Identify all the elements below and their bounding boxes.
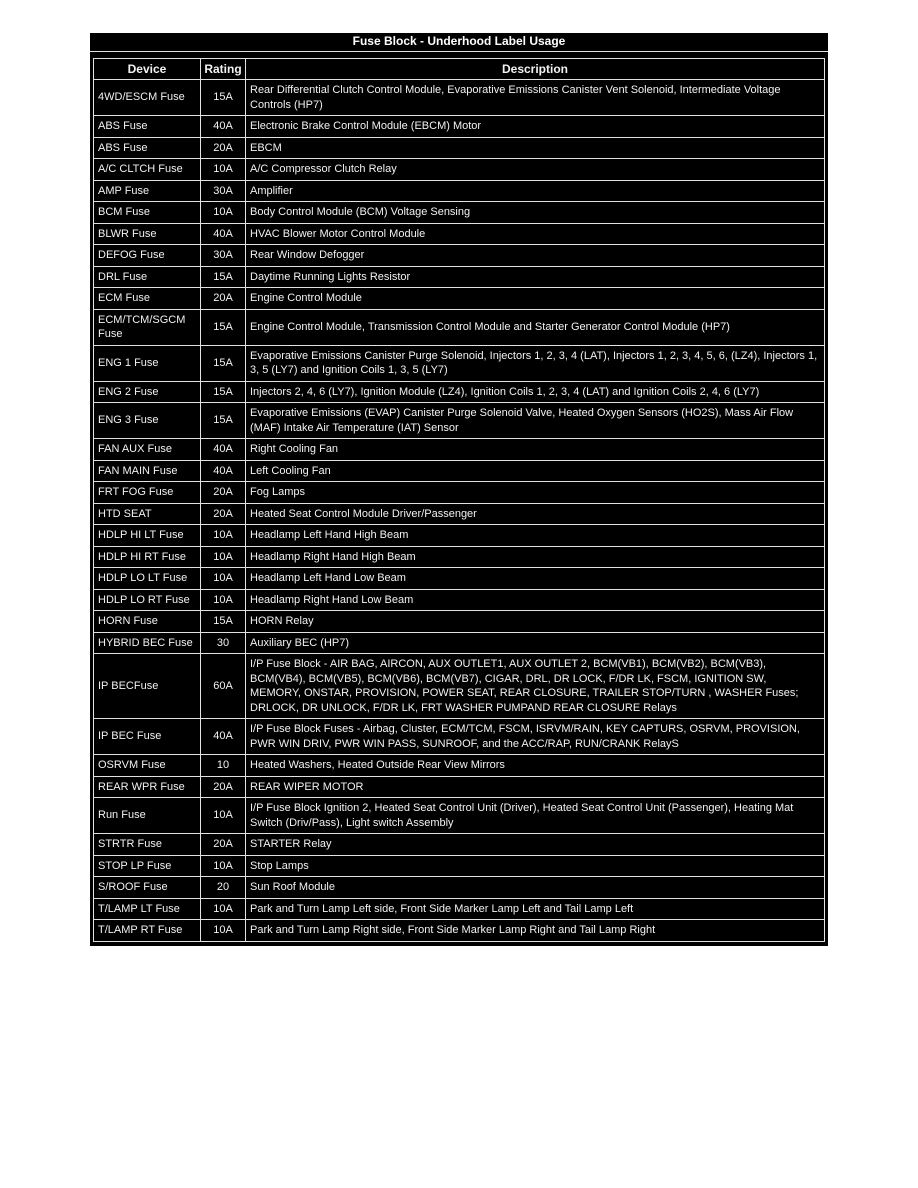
cell-description: I/P Fuse Block - AIR BAG, AIRCON, AUX OUTLET1, AUX OUTLET 2, BCM(VB1), BCM(VB2), BCM(VB3), BCM(VB4), BCM(VB5), BCM(VB6), BCM(VB7), CIGAR, DRL, DR LOCK, F/DR LK, FSCM, IGNITION SW, MEMORY, ONSTAR, PROVISION, POWER SEAT, REAR CLOSURE, TRAILER STOP/TURN , WASHER Fuses; DRLOCK, DR UNLOCK, F/DR LK, FRT WASHER PUMPAND REAR CLOSURE Relays [246,654,825,719]
cell-rating: 20A [201,503,246,525]
cell-description: Stop Lamps [246,855,825,877]
cell-description: Park and Turn Lamp Left side, Front Side Marker Lamp Left and Tail Lamp Left [246,898,825,920]
cell-description: Left Cooling Fan [246,460,825,482]
cell-rating: 20A [201,834,246,856]
cell-description: Heated Washers, Heated Outside Rear View Mirrors [246,755,825,777]
table-row [94,920,825,942]
cell-description: Auxiliary BEC (HP7) [246,632,825,654]
cell-rating: 15A [201,403,246,439]
cell-device: IP BECFuse [94,654,201,719]
cell-device: T/LAMP LT Fuse [94,898,201,920]
header-row [94,59,825,80]
cell-device: FAN MAIN Fuse [94,460,201,482]
cell-rating: 30A [201,180,246,202]
cell-description: EBCM [246,137,825,159]
cell-device: HDLP HI LT Fuse [94,525,201,547]
cell-description: Rear Differential Clutch Control Module, Evaporative Emissions Canister Vent Solenoid, Intermediate Voltage Controls (HP7) [246,80,825,116]
cell-description: Injectors 2, 4, 6 (LY7), Ignition Module (LZ4), Ignition Coils 1, 2, 3, 4 (LAT) and Ignition Coils 2, 4, 6 (LY7) [246,381,825,403]
cell-rating: 30 [201,632,246,654]
table-row [94,381,825,403]
cell-device: ENG 2 Fuse [94,381,201,403]
cell-description: Heated Seat Control Module Driver/Passenger [246,503,825,525]
cell-rating: 10A [201,568,246,590]
cell-device: ABS Fuse [94,116,201,138]
cell-description: HVAC Blower Motor Control Module [246,223,825,245]
cell-description: Headlamp Right Hand High Beam [246,546,825,568]
table-row [94,223,825,245]
cell-description: Headlamp Right Hand Low Beam [246,589,825,611]
cell-rating: 10A [201,159,246,181]
cell-device: STRTR Fuse [94,834,201,856]
cell-device: ECM Fuse [94,288,201,310]
table-title: Fuse Block - Underhood Label Usage [90,33,828,52]
cell-device: IP BEC Fuse [94,719,201,755]
cell-description: A/C Compressor Clutch Relay [246,159,825,181]
table-row [94,503,825,525]
table-row [94,309,825,345]
cell-description: Amplifier [246,180,825,202]
table-row [94,116,825,138]
table-row [94,632,825,654]
cell-description: Sun Roof Module [246,877,825,899]
table-row [94,589,825,611]
table-row [94,245,825,267]
table-row [94,288,825,310]
cell-rating: 10 [201,755,246,777]
table-row [94,898,825,920]
cell-device: ENG 3 Fuse [94,403,201,439]
table-row [94,525,825,547]
cell-description: Rear Window Defogger [246,245,825,267]
cell-description: HORN Relay [246,611,825,633]
cell-device: Run Fuse [94,798,201,834]
cell-rating: 30A [201,245,246,267]
cell-device: 4WD/ESCM Fuse [94,80,201,116]
cell-description: Body Control Module (BCM) Voltage Sensing [246,202,825,224]
table-row [94,137,825,159]
cell-device: HTD SEAT [94,503,201,525]
cell-description: Right Cooling Fan [246,439,825,461]
table-row [94,202,825,224]
cell-rating: 40A [201,116,246,138]
cell-rating: 40A [201,223,246,245]
table-row [94,80,825,116]
cell-description: Daytime Running Lights Resistor [246,266,825,288]
cell-device: DEFOG Fuse [94,245,201,267]
cell-device: HDLP LO RT Fuse [94,589,201,611]
cell-device: ABS Fuse [94,137,201,159]
cell-description: Engine Control Module [246,288,825,310]
table-row [94,460,825,482]
cell-rating: 20A [201,288,246,310]
cell-rating: 20 [201,877,246,899]
cell-rating: 10A [201,589,246,611]
cell-rating: 10A [201,525,246,547]
cell-rating: 10A [201,546,246,568]
cell-rating: 10A [201,920,246,942]
cell-rating: 40A [201,439,246,461]
cell-rating: 20A [201,137,246,159]
cell-device: HDLP HI RT Fuse [94,546,201,568]
cell-rating: 20A [201,776,246,798]
cell-device: A/C CLTCH Fuse [94,159,201,181]
cell-rating: 15A [201,345,246,381]
table-row [94,719,825,755]
column-header-rating: Rating [201,59,246,80]
table-row [94,855,825,877]
table-row [94,755,825,777]
table-row [94,798,825,834]
table-row [94,654,825,719]
cell-description: STARTER Relay [246,834,825,856]
column-header-description: Description [246,59,825,80]
cell-device: HDLP LO LT Fuse [94,568,201,590]
cell-device: BCM Fuse [94,202,201,224]
cell-rating: 10A [201,855,246,877]
cell-description: Headlamp Left Hand High Beam [246,525,825,547]
table-row [94,180,825,202]
cell-description: Fog Lamps [246,482,825,504]
table-row [94,546,825,568]
column-header-device: Device [94,59,201,80]
cell-device: DRL Fuse [94,266,201,288]
table-row [94,266,825,288]
fuse-table-header [94,59,825,80]
cell-rating: 15A [201,80,246,116]
cell-rating: 15A [201,266,246,288]
cell-device: T/LAMP RT Fuse [94,920,201,942]
cell-rating: 40A [201,719,246,755]
fuse-block-table-container [90,33,828,946]
table-row [94,834,825,856]
cell-description: Headlamp Left Hand Low Beam [246,568,825,590]
table-row [94,776,825,798]
table-row [94,403,825,439]
table-row [94,159,825,181]
cell-rating: 10A [201,202,246,224]
cell-rating: 15A [201,611,246,633]
cell-device: FRT FOG Fuse [94,482,201,504]
table-row [94,877,825,899]
table-row [94,439,825,461]
cell-device: ECM/TCM/SGCM Fuse [94,309,201,345]
cell-rating: 15A [201,309,246,345]
fuse-table-body [94,80,825,942]
table-row [94,345,825,381]
cell-rating: 20A [201,482,246,504]
fuse-table [93,58,825,942]
table-row [94,611,825,633]
cell-device: BLWR Fuse [94,223,201,245]
cell-device: STOP LP Fuse [94,855,201,877]
cell-device: S/ROOF Fuse [94,877,201,899]
cell-rating: 10A [201,798,246,834]
cell-device: AMP Fuse [94,180,201,202]
cell-description: REAR WIPER MOTOR [246,776,825,798]
cell-rating: 15A [201,381,246,403]
cell-rating: 40A [201,460,246,482]
cell-rating: 60A [201,654,246,719]
cell-rating: 10A [201,898,246,920]
cell-device: ENG 1 Fuse [94,345,201,381]
cell-device: FAN AUX Fuse [94,439,201,461]
cell-description: Electronic Brake Control Module (EBCM) Motor [246,116,825,138]
cell-description: Evaporative Emissions (EVAP) Canister Purge Solenoid Valve, Heated Oxygen Sensors (HO2S), Mass Air Flow (MAF) Intake Air Temperature (IAT) Sensor [246,403,825,439]
cell-description: I/P Fuse Block Ignition 2, Heated Seat Control Unit (Driver), Heated Seat Control Unit (Passenger), Heating Mat Switch (Driv/Pass), Light switch Assembly [246,798,825,834]
cell-description: Evaporative Emissions Canister Purge Solenoid, Injectors 1, 2, 3, 4 (LAT), Injectors 1, 2, 3, 4, 5, 6, (LZ4), Injectors 1, 3, 5 (LY7) and Ignition Coils 1, 3, 5 (LY7) [246,345,825,381]
cell-description: Engine Control Module, Transmission Control Module and Starter Generator Control Module (HP7) [246,309,825,345]
cell-device: OSRVM Fuse [94,755,201,777]
cell-description: Park and Turn Lamp Right side, Front Side Marker Lamp Right and Tail Lamp Right [246,920,825,942]
cell-description: I/P Fuse Block Fuses - Airbag, Cluster, ECM/TCM, FSCM, ISRVM/RAIN, KEY CAPTURS, OSRVM, PROVISION, PWR WIN DRIV, PWR WIN PASS, SUNROOF, and the ACC/RAP, RUN/CRANK RelayS [246,719,825,755]
cell-device: HORN Fuse [94,611,201,633]
cell-device: HYBRID BEC Fuse [94,632,201,654]
table-row [94,568,825,590]
table-row [94,482,825,504]
cell-device: REAR WPR Fuse [94,776,201,798]
